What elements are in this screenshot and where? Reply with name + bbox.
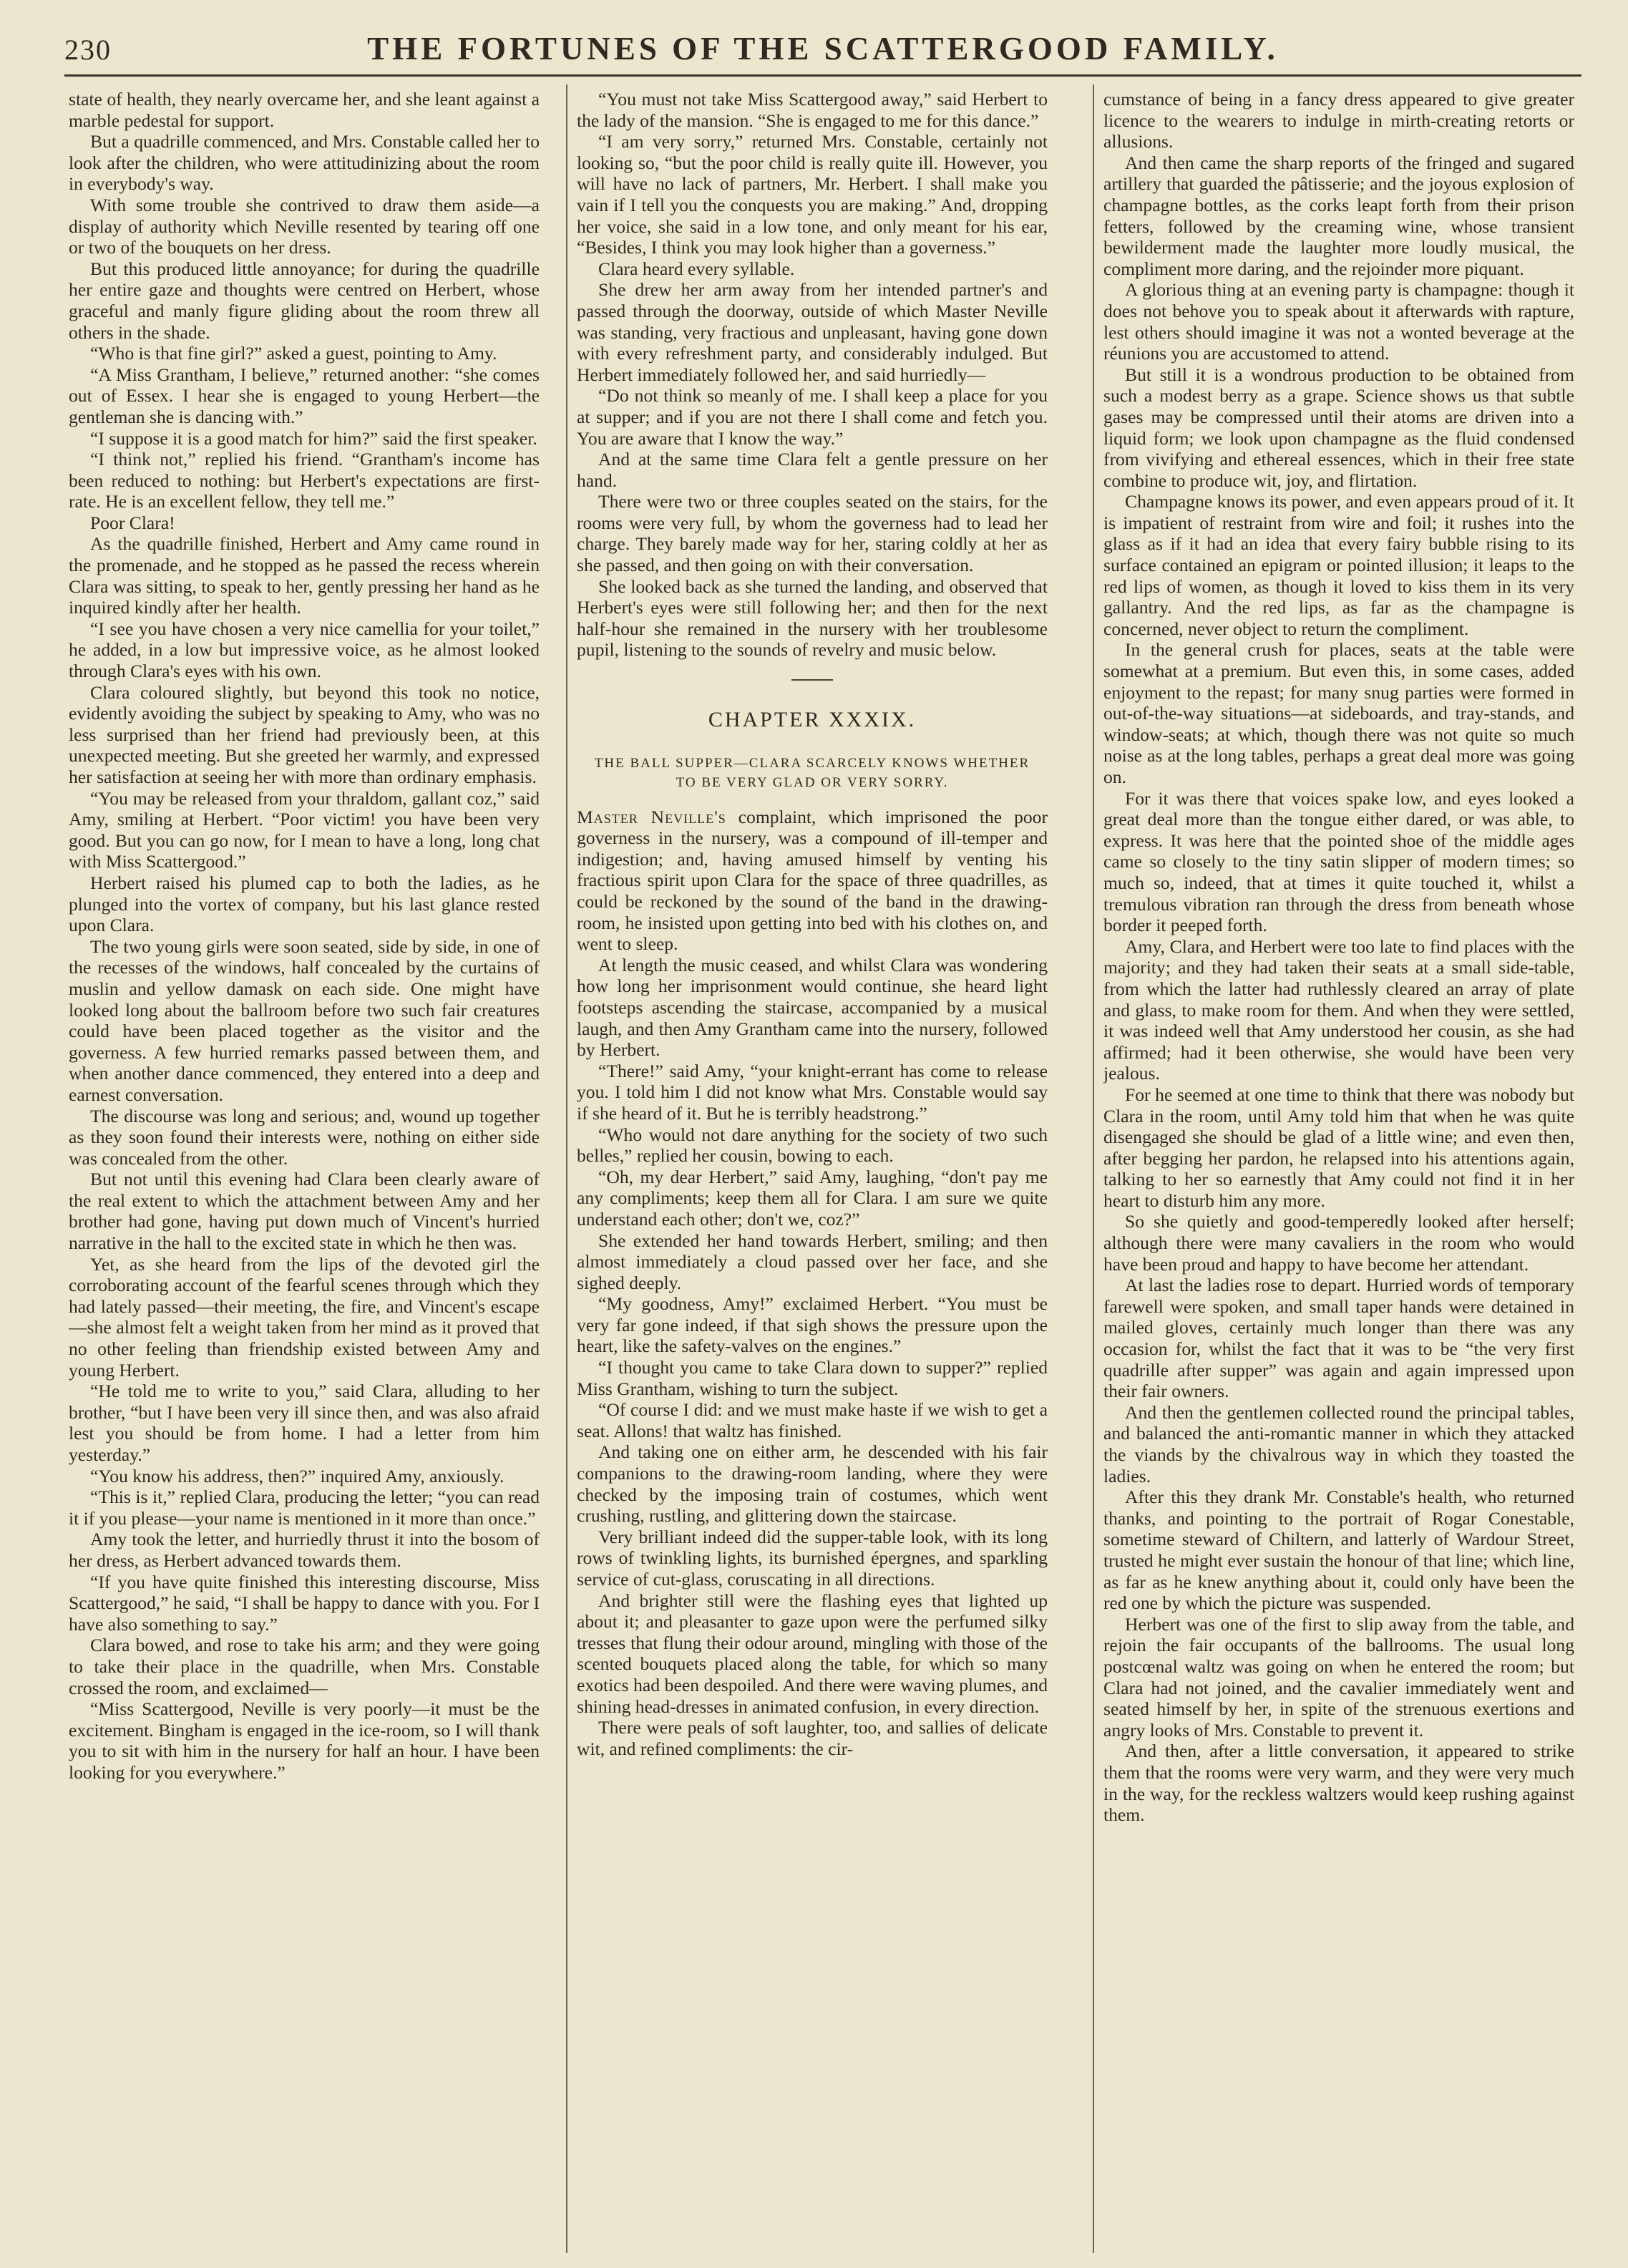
paragraph: “Of course I did: and we must make haste if we wish to get a seat. Allons! that waltz has finished. (577, 1399, 1048, 1441)
chapter-subtitle: THE BALL SUPPER—CLARA SCARCELY KNOWS WHETHER TO BE VERY GLAD OR VERY SORRY. (594, 755, 1030, 790)
paragraph: “I think not,” replied his friend. “Grantham's income has been reduced to nothing: but Herbert's expectations are first-rate. He is an excellent fellow, they tell me.” (69, 449, 540, 512)
paragraph: She looked back as she turned the landing, and observed that Herbert's eyes were still following her; and then for the next half-hour she remained in the nursery with her troublesome pupil, listening to the sounds of revelry and music below. (577, 575, 1048, 661)
paragraph: And then, after a little conversation, it appeared to strike them that the rooms were very warm, and they were very much in the way, for the reckless waltzers would keep rushing against them. (1103, 1741, 1574, 1826)
paragraph: But this produced little annoyance; for during the quadrille her entire gaze and thoughts were centred on Herbert, whose graceful and manly figure gliding about the room threw all others in the shade. (69, 258, 540, 343)
paragraph: But not until this evening had Clara been clearly aware of the real extent to which the attachment between Amy and her brother had gone, having put down much of Vincent's hurried narrative in the hall to the excited state in which he then was. (69, 1169, 540, 1254)
paragraph: Clara heard every syllable. (598, 258, 795, 279)
chapter-opening-text: complaint, which imprisoned the poor governess in the nursery, was a compound of ill-temper and indigestion; and, having amused himself by venting his fractious spirit upon Clara for the space of three quadrilles, as could be reckoned by the sound of the band in the drawing-room, he insisted upon getting into bed with his clothes on, and went to sleep. (577, 806, 1048, 955)
paragraph: “I see you have chosen a very nice camellia for your toilet,” he added, in a low but impressive voice, as he almost looked through Clara's eyes with his own. (69, 618, 540, 682)
paragraph: The discourse was long and serious; and, wound up together as they soon found their interests were, nothing on either side was concealed from the other. (69, 1105, 540, 1169)
paragraph: After this they drank Mr. Constable's health, who returned thanks, and pointing to the portrait of Rogar Conestable, sometime steward of Chiltern, and latterly of Wardour Street, trusted he might ever sustain the honour of that line; which line, as far as he knew anything about it, could only have been the red one by which the picture was suspended. (1103, 1486, 1574, 1614)
paragraph: But still it is a wondrous production to be obtained from such a modest berry as a grape. Science shows us that subtle gases may be compressed until their atoms are driven into a liquid form; we look upon champagne as the fluid condensed from vivifying and ethereal essences, which in their free state combine to produce wit, joy, and flirtation. (1103, 364, 1574, 491)
paragraph: The two young girls were soon seated, side by side, in one of the recesses of the windows, half concealed by the curtains of muslin and yellow damask on each side. One might have looked long about the ballroom before two such fair creatures could have been placed together as the visitor and the governess. A few hurried remarks passed between them, and when another dance commenced, they entered into a deep and earnest conversation. (69, 935, 540, 1105)
paragraph: Herbert raised his plumed cap to both the ladies, as he plunged into the vortex of company, but his last glance rested upon Clara. (69, 872, 540, 936)
paragraph: As the quadrille finished, Herbert and Amy came round in the promenade, and he stopped as he passed the recess wherein Clara was sitting, to speak to her, gently pressing her hand as he inquired kindly after her health. (69, 533, 540, 618)
page-header (64, 30, 1581, 73)
paragraph: “Oh, my dear Herbert,” said Amy, laughing, “don't pay me any compliments; keep them all for Clara. I am sure we quite understand each other; don't we, coz?” (577, 1166, 1048, 1230)
running-title: THE FORTUNES OF THE SCATTERGOOD FAMILY. (367, 31, 1279, 67)
paragraph: And taking one on either arm, he descended with his fair companions to the drawing-room landing, where they were checked by the imposing train of costumes, which went crushing, rustling, and glittering down the staircase. (577, 1441, 1048, 1527)
paragraph: Amy, Clara, and Herbert were too late to find places with the majority; and they had taken their seats at a small side-table, from which the latter had ruthlessly cleared an array of plate and glass, to make room for them. And when they were settled, it was indeed well that Amy understood her cousin, as she had affirmed; had it been otherwise, she would have been very jealous. (1103, 935, 1574, 1084)
paragraph: At last the ladies rose to depart. Hurried words of temporary farewell were spoken, and small taper hands were detained in mailed gloves, certainly much longer than there was any occasion for, whilst the fact that it was to be “the very first quadrille after supper” was again and again impressed upon their fair owners. (1103, 1275, 1574, 1402)
paragraph: Poor Clara! (90, 512, 175, 533)
paragraph: So she quietly and good-temperedly looked after herself; although there were many cavaliers in the room who would have been proud and happy to have become her attendant. (1103, 1211, 1574, 1275)
paragraph: In the general crush for places, seats at the table were somewhat at a premium. But even this, in some cases, added enjoyment to the repast; for many snug parties were formed in out-of-the-way situations—at sideboards, and tray-stands, and window-seats; at which, though there was not quite so much noise as at the long tables, perhaps a great deal more was going on. (1103, 639, 1574, 787)
paragraph: “My goodness, Amy!” exclaimed Herbert. “You must be very far gone indeed, if that sigh shows the pressure upon the heart, like the safety-valves on the engines.” (577, 1293, 1048, 1357)
paragraph: “A Miss Grantham, I believe,” returned another: “she comes out of Essex. I hear she is engaged to young Herbert—the gentleman she is dancing with.” (69, 364, 540, 427)
paragraph: “I am very sorry,” returned Mrs. Constable, certainly not looking so, “but the poor child is really quite ill. However, you will have no lack of partners, Mr. Herbert. I shall make you vain if I tell you the conquests you are making.” And, dropping her voice, she said in a low tone, and only meant for his ear, “Besides, I think you may look higher than a governess.” (577, 131, 1048, 258)
paragraph: Amy took the letter, and hurriedly thrust it into the bosom of her dress, as Herbert advanced towards them. (69, 1529, 540, 1571)
paragraph: And then the gentlemen collected round the principal tables, and balanced the anti-romantic manner in which they attacked the viands by the chivalrous way in which they toasted the ladies. (1103, 1401, 1574, 1486)
paragraph: “This is it,” replied Clara, producing the letter; “you can read it if you please—your name is mentioned in it more than once.” (69, 1486, 540, 1529)
paragraph: “I thought you came to take Clara down to supper?” replied Miss Grantham, wishing to turn the subject. (577, 1357, 1048, 1399)
text-column-2 (577, 89, 1048, 2243)
paragraph: state of health, they nearly overcame her, and she leant against a marble pedestal for support. (69, 89, 540, 131)
column-rule (1093, 84, 1094, 2253)
paragraph: At length the music ceased, and whilst Clara was wondering how long her imprisonment would continue, she heard light footsteps ascending the staircase, accompanied by a musical laugh, and then Amy Grantham came into the nursery, followed by Herbert. (577, 954, 1048, 1061)
section-divider (791, 679, 833, 681)
paragraph: “You must not take Miss Scattergood away,” said Herbert to the lady of the mansion. “She is engaged to me for this dance.” (577, 89, 1048, 131)
text-column-3 (1103, 89, 1574, 2243)
paragraph: With some trouble she contrived to draw them aside—a display of authority which Neville resented by tearing off one or two of the bouquets on her dress. (69, 194, 540, 258)
paragraph: And at the same time Clara felt a gentle pressure on her hand. (577, 449, 1048, 491)
paragraph: Very brilliant indeed did the supper-table look, with its long rows of twinkling lights, its burnished épergnes, and sparkling service of cut-glass, coruscating in all directions. (577, 1526, 1048, 1590)
paragraph: Clara bowed, and rose to take his arm; and they were going to take their place in the quadrille, when Mrs. Constable crossed the room, and exclaimed— (69, 1635, 540, 1698)
paragraph: “Miss Scattergood, Neville is very poorly—it must be the excitement. Bingham is engaged in the ice-room, so I will thank you to sit with him in the nursery for half an hour. I have been looking for you everywhere.” (69, 1698, 540, 1783)
paragraph: “Do not think so meanly of me. I shall keep a place for you at supper; and if you are not there I shall come and fetch you. You are aware that I know the way.” (577, 385, 1048, 449)
paragraph: “You may be released from your thraldom, gallant coz,” said Amy, smiling at Herbert. “Poor victim! you have been very good. But you can go now, for I mean to have a long, long chat with Miss Scattergood.” (69, 787, 540, 872)
paragraph: Yet, as she heard from the lips of the devoted girl the corroborating account of the fearful scenes through which they had lately passed—their meeting, the fire, and Vincent's escape—she almost felt a weight taken from her mind as it proved that no other feeling than friendship existed between Amy and young Herbert. (69, 1253, 540, 1381)
paragraph: “You know his address, then?” inquired Amy, anxiously. (90, 1465, 505, 1486)
paragraph: “Who is that fine girl?” asked a guest, pointing to Amy. (90, 343, 497, 364)
paragraph: She drew her arm away from her intended partner's and passed through the doorway, outside of which Master Neville was standing, very fractious and unpleasant, having gone down with every refreshment party, and considerably indulged. But Herbert immediately followed her, and said hurriedly— (577, 279, 1048, 385)
column-rule (566, 84, 567, 2253)
paragraph: “He told me to write to you,” said Clara, alluding to her brother, “but I have been very ill since then, and was also afraid lest you should be from home. I had a letter from him yesterday.” (69, 1381, 540, 1465)
paragraph: There were two or three couples seated on the stairs, for the rooms were very full, by whom the governess had to lead her charge. They barely made way for her, staring coldly at her as she passed, and then going on with their conversation. (577, 491, 1048, 576)
page-number: 230 (64, 34, 112, 66)
paragraph: A glorious thing at an evening party is champagne: though it does not behove you to speak about it afterwards with rapture, lest others should imagine it was not a wonted beverage at the réunions you are accustomed to attend. (1103, 279, 1574, 364)
paragraph: And then came the sharp reports of the fringed and sugared artillery that guarded the pâtisserie; and the joyous explosion of champagne bottles, as the corks leapt forth from their prison fetters, followed by the creaming wine, whose transient bewilderment made the laughter more loudly musical, the compliment more daring, and the rejoinder more piquant. (1103, 152, 1574, 279)
chapter-opening-paragraph (577, 807, 1048, 955)
paragraph: Champagne knows its power, and even appears proud of it. It is impatient of restraint from wire and foil; it rushes into the glass as if it had an idea that every fairy bubble rising to its surface contained an epigram or pointed illusion; it leaps to the red lips of women, as though it loved to kiss them in its very gallantry. And the red lips, as far as the champagne is concerned, never object to return the compliment. (1103, 491, 1574, 639)
text-column-1 (69, 89, 540, 2243)
chapter-heading: CHAPTER XXXIX. (708, 708, 917, 732)
paragraph: cumstance of being in a fancy dress appeared to give greater licence to the wearers to indulge in mirth-creating retorts or allusions. (1103, 89, 1574, 152)
chapter-opening-words: Master Neville's (577, 806, 726, 827)
paragraph: And brighter still were the flashing eyes that lighted up about it; and pleasanter to gaze upon were the perfumed silky tresses that flung their odour around, mingling with those of the scented bouquets placed along the table, for which so many exotics had been despoiled. And there were waving plumes, and shining head-dresses in animated confusion, in every direction. (577, 1590, 1048, 1717)
paragraph: She extended her hand towards Herbert, smiling; and then almost immediately a cloud passed over her face, and she sighed deeply. (577, 1230, 1048, 1293)
header-rule (64, 74, 1581, 77)
paragraph: “There!” said Amy, “your knight-errant has come to release you. I told him I did not know what Mrs. Constable would say if she heard of it. But he is terribly headstrong.” (577, 1060, 1048, 1124)
paragraph: Clara coloured slightly, but beyond this took no notice, evidently avoiding the subject by speaking to Amy, who was no less surprised than her friend had previously been, at this unexpected meeting. But she greeted her warmly, and expressed her satisfaction at seeing her with more than ordinary emphasis. (69, 681, 540, 787)
paragraph: But a quadrille commenced, and Mrs. Constable called her to look after the children, who were attitudinizing about the room in everybody's way. (69, 131, 540, 195)
paragraph: There were peals of soft laughter, too, and sallies of delicate wit, and refined compliments: the cir- (577, 1717, 1048, 1759)
paragraph: “I suppose it is a good match for him?” said the first speaker. (90, 427, 537, 449)
paragraph: For he seemed at one time to think that there was nobody but Clara in the room, until Amy told him that when he was quite disengaged she should be glad of a little wine; and even then, after begging her pardon, he relapsed into his attentions again, talking to her so earnestly that Amy could not find it in her heart to disturb him any more. (1103, 1084, 1574, 1211)
paragraph: Herbert was one of the first to slip away from the table, and rejoin the fair occupants of the ballrooms. The usual long postcœnal waltz was going on when he entered the room; but Clara had not joined, and the cavalier immediately went and seated himself by her, in spite of the strenuous exertions and angry looks of Mrs. Constable to prevent it. (1103, 1613, 1574, 1741)
paragraph: “If you have quite finished this interesting discourse, Miss Scattergood,” he said, “I shall be happy to dance with you. For I have also something to say.” (69, 1571, 540, 1635)
paragraph: “Who would not dare anything for the society of two such belles,” replied her cousin, bowing to each. (577, 1124, 1048, 1167)
paragraph: For it was there that voices spake low, and eyes looked a great deal more than the tongue either dared, or was able, to express. It was here that the pointed shoe of the middle ages came so closely to the tiny satin slipper of modern times; so much so, indeed, that at times it quite touched it, whilst a tremulous vibration ran through the dress from beneath whose border it peeped forth. (1103, 787, 1574, 936)
